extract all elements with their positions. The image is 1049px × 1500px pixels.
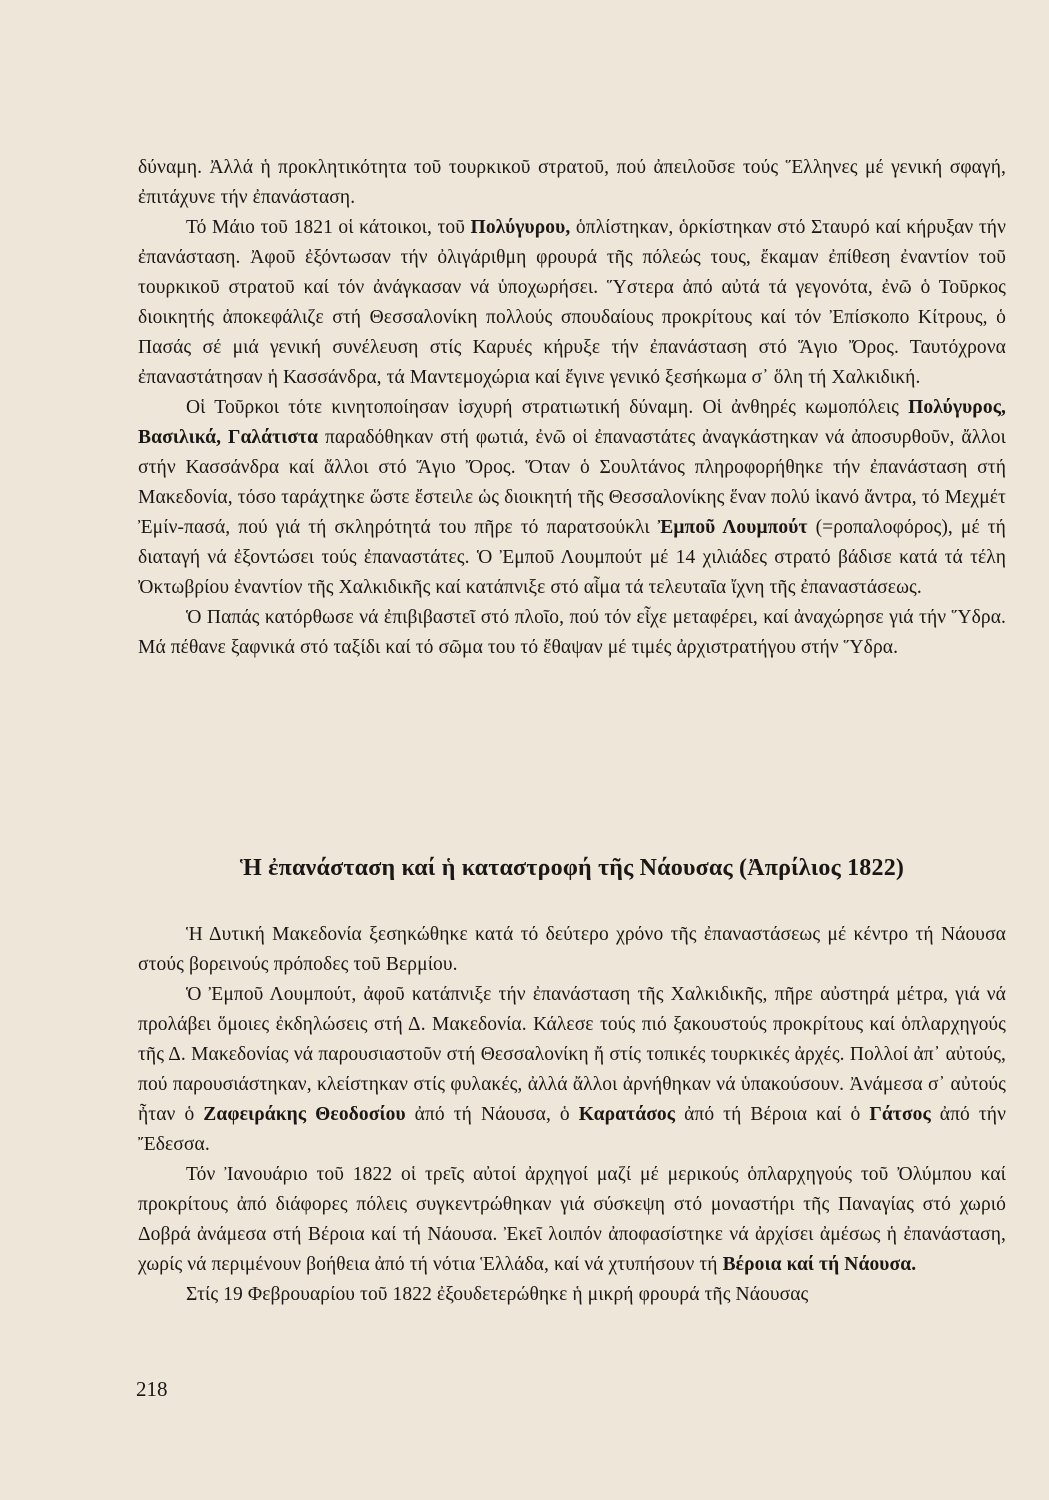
section-title: Ἡ ἐπανάσταση καί ἡ καταστροφή τῆς Νάουσας (Ἀπρίλιος 1822) xyxy=(239,855,905,881)
text-run: Τό Μάιο τοῦ 1821 οἱ κάτοικοι, τοῦ xyxy=(186,217,471,238)
text-run: Ὁ Ἐμποῦ Λουμπούτ, ἀφοῦ κατάπνιξε τήν ἐπανάσταση τῆς Χαλκιδικῆς, πῆρε αὐστηρά μέτρα, γιά νά προλάβει ὅμοιες ἐκδηλώσεις στή Δ. Μακεδονία. Κάλεσε τούς πιό ξακουστούς προκρίτους καί ὁπλαρχηγούς τῆς Δ. Μακεδονίας νά παρουσιαστοῦν στή Θεσσαλονίκη ἤ στίς τοπικές τουρκικές ἀρχές. Πολλοί ἀπ᾽ αὐτούς, πού παρουσιάστηκαν, κλείστηκαν στίς φυλακές, ἀλλά ἄλλοι ἀρνήθηκαν νά ὑπακούσουν. Ἀνάμεσα σ᾽ αὐτούς ἦταν ὁ xyxy=(138,984,1006,1125)
bold-text-run: Καρατάσος xyxy=(578,1104,676,1125)
paragraph-turkish-response xyxy=(138,393,1006,603)
paragraph-continuation xyxy=(138,153,1006,213)
paragraph-dovra-meeting xyxy=(138,1160,1006,1280)
text-run: Ὁ Παπάς κατόρθωσε νά ἐπιβιβαστεῖ στό πλοῖο, πού τόν εἶχε μεταφέρει, καί ἀναχώρησε γιά τήν Ὕδρα. Μά πέθανε ξαφνικά στό ταξίδι καί τό σῶμα του τό ἔθαψαν μέ τιμές ἀρχιστρατήγου στήν Ὕδρα. xyxy=(138,607,1006,658)
paragraph-west-macedonia xyxy=(138,920,1006,980)
text-run: (=ροπαλοφόρος), μέ τή διαταγή νά ἐξοντώσει τούς ἐπαναστάτες. Ὁ Ἐμποῦ Λουμπούτ μέ 14 χιλιάδες στρατό βάδισε κατά τά τέλη Ὀκτωβρίου ἐναντίον τῆς Χαλκιδικῆς καί κατάπνιξε στό αἷμα τά τελευταῖα ἴχνη τῆς ἐπαναστάσεως. xyxy=(138,517,1006,598)
paragraph-naousa-garrison xyxy=(138,1280,1006,1310)
text-run: Τόν Ἰανουάριο τοῦ 1822 οἱ τρεῖς αὐτοί ἀρχηγοί μαζί μέ μερικούς ὁπλαρχηγούς τοῦ Ὀλύμπου καί προκρίτους ἀπό διάφορες πόλεις συγκεντρώθηκαν γιά σύσκεψη στό μοναστήρι τῆς Παναγίας στό χωριό Δοβρά ἀνάμεσα στή Βέροια καί τή Νάουσα. Ἐκεῖ λοιπόν ἀποφασίστηκε νά ἀρχίσει ἀμέσως ἡ ἐπανάσταση, χωρίς νά περιμένουν βοήθεια ἀπό τή νότια Ἑλλάδα, καί νά χτυπήσουν τή xyxy=(138,1164,1006,1275)
paragraph-emin-pasha-measures xyxy=(138,980,1006,1160)
bold-text-run: Γάτσος xyxy=(869,1104,931,1125)
text-run: ἀπό τήν Ἔδεσσα. xyxy=(138,1104,1006,1155)
bold-text-run: Πολύγυρος, Βασιλικά, Γαλάτιστα xyxy=(138,397,1006,448)
text-run: παραδόθηκαν στή φωτιά, ἐνῶ οἱ ἐπαναστάτες ἀναγκάστηκαν νά ἀποσυρθοῦν, ἄλλοι στήν Κασσάνδρα καί ἄλλοι στό Ἅγιο Ὄρος. Ὅταν ὁ Σουλτάνος πληροφορήθηκε τήν ἐπανάσταση στή Μακεδονία, τόσο ταράχτηκε ὥστε ἔστειλε ὡς διοικητή τῆς Θεσσαλονίκης ἕναν πολύ ἱκανό ἄντρα, τό Μεχμέτ Ἐμίν-πασά, πού γιά τή σκληρότητά του πῆρε τό παρατσούκλι xyxy=(138,427,1006,538)
page-number: 218 xyxy=(136,1377,168,1401)
text-run: ἀπό τή Βέροια καί ὁ xyxy=(675,1104,870,1125)
text-run: Ἡ Δυτική Μακεδονία ξεσηκώθηκε κατά τό δεύτερο χρόνο τῆς ἐπαναστάσεως μέ κέντρο τή Νάουσα στούς βορεινούς πρόποδες τοῦ Βερμίου. xyxy=(138,924,1006,975)
text-run: ἀπό τή Νάουσα, ὁ xyxy=(405,1104,579,1125)
text-run: δύναμη. Ἀλλά ἡ προκλητικότητα τοῦ τουρκικοῦ στρατοῦ, πού ἀπειλοῦσε τούς Ἕλληνες μέ γενική σφαγή, ἐπιτάχυνε τήν ἐπανάσταση. xyxy=(138,157,1006,208)
text-block-lower xyxy=(138,920,1006,1310)
text-run: Στίς 19 Φεβρουαρίου τοῦ 1822 ἐξουδετερώθηκε ἡ μικρή φρουρά τῆς Νάουσας xyxy=(186,1284,809,1305)
paragraph-papas-departure xyxy=(138,603,1006,663)
text-run: Οἱ Τοῦρκοι τότε κινητοποίησαν ἰσχυρή στρατιωτική δύναμη. Οἱ ἀνθηρές κωμοπόλεις xyxy=(186,397,909,418)
bold-text-run: Ἐμποῦ Λουμπούτ xyxy=(657,517,808,538)
text-block-upper xyxy=(138,153,1006,663)
paragraph-polygyros-uprising xyxy=(138,213,1006,393)
bold-text-run: Ζαφειράκης Θεοδοσίου xyxy=(203,1104,406,1125)
bold-text-run: Πολύγυρου, xyxy=(470,217,571,238)
bold-text-run: Βέροια καί τή Νάουσα. xyxy=(722,1254,917,1275)
text-run: ὁπλίστηκαν, ὁρκίστηκαν στό Σταυρό καί κήρυξαν τήν ἐπανάσταση. Ἀφοῦ ἐξόντωσαν τήν ὀλιγάριθμη φρουρά τῆς πόλεώς τους, ἔκαμαν ἐπίθεση ἐναντίον τοῦ τουρκικοῦ στρατοῦ καί τόν ἀνάγκασαν νά ὑποχωρήσει. Ὕστερα ἀπό αὐτά τά γεγονότα, ἐνῶ ὁ Τοῦρκος διοικητής ἀποκεφάλιζε στή Θεσσαλονίκη πολλούς σπουδαίους προκρίτους καί τόν Ἐπίσκοπο Κίτρους, ὁ Πασάς σέ μιά γενική συνέλευση στίς Καρυές κήρυξε τήν ἐπανάσταση στό Ἅγιο Ὄρος. Ταυτόχρονα ἐπαναστάτησαν ἡ Κασσάνδρα, τά Μαντεμοχώρια καί ἔγινε γενικό ξεσήκωμα σ᾽ ὅλη τή Χαλκιδική. xyxy=(138,217,1006,388)
